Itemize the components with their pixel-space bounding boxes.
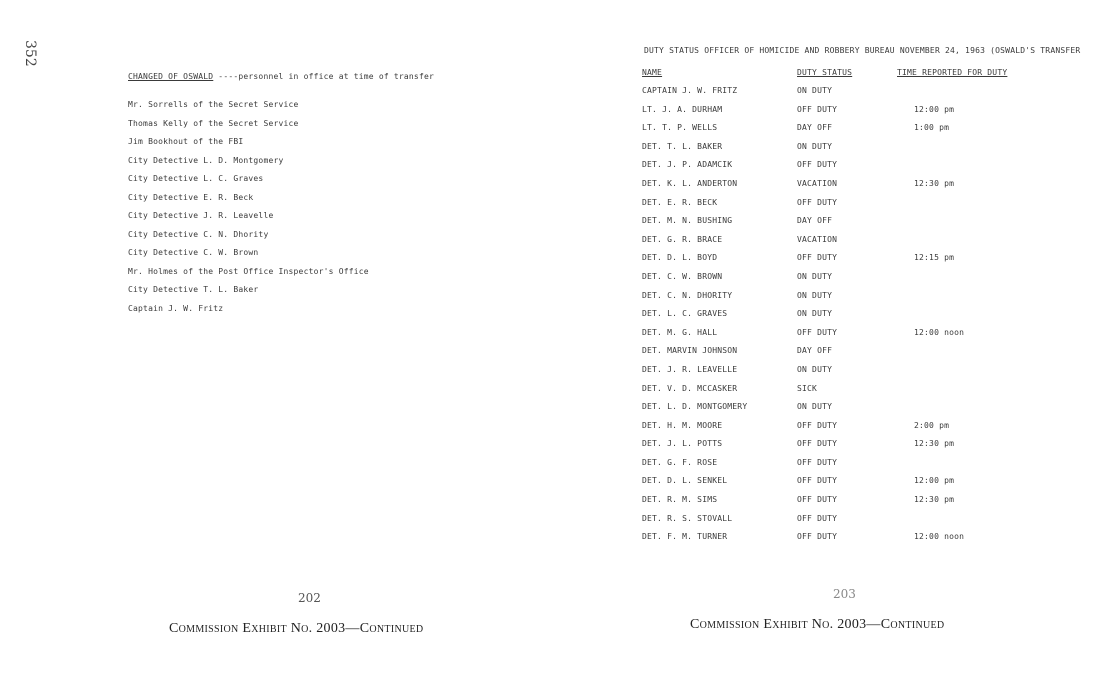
time-reported: 12:30 pm: [914, 439, 955, 449]
header-duty-status: DUTY STATUS: [797, 68, 853, 77]
duty-status: OFF DUTY: [797, 253, 838, 263]
duty-status: DAY OFF: [797, 346, 833, 356]
duty-status: OFF DUTY: [797, 327, 838, 337]
right-page-number: 203: [833, 587, 856, 601]
officer-name: DET. E. R. BECK: [642, 197, 718, 207]
duty-status: SICK: [797, 383, 818, 393]
duty-status: ON DUTY: [797, 86, 833, 95]
officer-name: DET. M. N. BUSHING: [642, 216, 733, 226]
table-row: [642, 86, 1062, 105]
duty-status: VACATION: [797, 234, 838, 244]
duty-status-table: [642, 86, 1062, 551]
duty-status: OFF DUTY: [797, 532, 838, 542]
duty-status: OFF DUTY: [797, 104, 838, 114]
table-row: [642, 253, 1062, 272]
table-row: [642, 365, 1062, 384]
time-reported: 12:30 pm: [914, 178, 955, 188]
personnel-list-item: City Detective L. D. Montgomery: [128, 155, 284, 165]
margin-page-number: 352: [22, 40, 38, 67]
table-row: [642, 421, 1062, 440]
officer-name: DET. R. M. SIMS: [642, 495, 718, 505]
officer-name: DET. T. L. BAKER: [642, 141, 723, 151]
personnel-list-item: City Detective C. N. Dhority: [128, 229, 269, 239]
duty-status: OFF DUTY: [797, 513, 838, 523]
personnel-list: [128, 100, 369, 322]
duty-status: OFF DUTY: [797, 160, 838, 170]
officer-name: DET. K. L. ANDERTON: [642, 178, 738, 188]
duty-status: OFF DUTY: [797, 476, 838, 486]
personnel-list-item: City Detective E. R. Beck: [128, 192, 254, 202]
officer-name: DET. M. G. HALL: [642, 327, 718, 337]
table-row: [642, 123, 1062, 142]
personnel-list-item: Thomas Kelly of the Secret Service: [128, 118, 299, 128]
duty-status: DAY OFF: [797, 216, 833, 226]
table-row: [642, 476, 1062, 495]
duty-status: ON DUTY: [797, 402, 833, 412]
time-reported: 12:00 pm: [914, 476, 955, 486]
officer-name: DET. L. D. MONTGOMERY: [642, 402, 748, 412]
table-row: [642, 272, 1062, 291]
officer-name: DET. D. L. SENKEL: [642, 476, 728, 486]
table-row: [642, 328, 1062, 347]
officer-name: DET. J. P. ADAMCIK: [642, 160, 733, 170]
officer-name: DET. J. L. POTTS: [642, 439, 723, 449]
right-page: [547, 0, 1094, 691]
table-row: [642, 235, 1062, 254]
table-row: [642, 458, 1062, 477]
personnel-list-item: Jim Bookhout of the FBI: [128, 137, 244, 146]
time-reported: 12:00 noon: [914, 532, 965, 542]
duty-status: OFF DUTY: [797, 439, 838, 449]
duty-status: ON DUTY: [797, 364, 833, 374]
table-row: [642, 179, 1062, 198]
duty-status: ON DUTY: [797, 141, 833, 151]
table-row: [642, 439, 1062, 458]
officer-name: DET. C. N. DHORITY: [642, 290, 733, 300]
officer-name: DET. D. L. BOYD: [642, 253, 718, 263]
time-reported: 12:15 pm: [914, 253, 955, 263]
table-row: [642, 291, 1062, 310]
duty-status: ON DUTY: [797, 290, 833, 300]
duty-status: OFF DUTY: [797, 457, 838, 467]
duty-status: DAY OFF: [797, 123, 833, 133]
personnel-heading-underlined: CHANGED OF OSWALD: [128, 72, 214, 81]
officer-name: DET. F. M. TURNER: [642, 532, 728, 542]
time-reported: 2:00 pm: [914, 420, 950, 430]
table-row: [642, 198, 1062, 217]
right-exhibit-caption: Commission Exhibit No. 2003—Continued: [690, 617, 945, 632]
time-reported: 1:00 pm: [914, 123, 950, 133]
officer-name: DET. R. S. STOVALL: [642, 513, 733, 523]
personnel-list-item: Mr. Holmes of the Post Office Inspector's Office: [128, 266, 369, 276]
table-row: [642, 532, 1062, 551]
time-reported: 12:00 pm: [914, 104, 955, 114]
duty-status: OFF DUTY: [797, 495, 838, 505]
duty-status: ON DUTY: [797, 271, 833, 281]
officer-name: DET. G. R. BRACE: [642, 234, 723, 244]
personnel-list-item: Captain J. W. Fritz: [128, 303, 224, 313]
personnel-heading-rest: ----personnel in office at time of transfer: [213, 72, 435, 81]
table-row: [642, 402, 1062, 421]
officer-name: LT. T. P. WELLS: [642, 123, 718, 133]
officer-name: CAPTAIN J. W. FRITZ: [642, 86, 738, 95]
table-row: [642, 495, 1062, 514]
duty-status-title: DUTY STATUS OFFICER OF HOMICIDE AND ROBBERY BUREAU NOVEMBER 24, 1963 (OSWALD'S TRANSFER: [644, 46, 1081, 55]
officer-name: DET. C. W. BROWN: [642, 271, 723, 281]
table-row: [642, 216, 1062, 235]
duty-status: VACATION: [797, 178, 838, 188]
officer-name: DET. G. F. ROSE: [642, 457, 718, 467]
left-exhibit-caption: Commission Exhibit No. 2003—Continued: [169, 621, 424, 636]
table-row: [642, 514, 1062, 533]
duty-status: OFF DUTY: [797, 197, 838, 207]
time-reported: 12:00 noon: [914, 327, 965, 337]
table-row: [642, 346, 1062, 365]
officer-name: DET. L. C. GRAVES: [642, 309, 728, 319]
table-row: [642, 142, 1062, 161]
table-row: [642, 105, 1062, 124]
officer-name: DET. H. M. MOORE: [642, 420, 723, 430]
header-name: NAME: [642, 68, 663, 77]
personnel-list-item: City Detective T. L. Baker: [128, 285, 259, 294]
table-row: [642, 160, 1062, 179]
officer-name: LT. J. A. DURHAM: [642, 104, 723, 114]
personnel-list-item: City Detective L. C. Graves: [128, 174, 264, 183]
table-row: [642, 309, 1062, 328]
officer-name: DET. MARVIN JOHNSON: [642, 346, 738, 356]
personnel-heading: [128, 72, 434, 81]
left-page-number: 202: [298, 591, 321, 605]
personnel-list-item: Mr. Sorrells of the Secret Service: [128, 100, 299, 109]
time-reported: 12:30 pm: [914, 495, 955, 505]
personnel-list-item: City Detective C. W. Brown: [128, 248, 259, 257]
table-row: [642, 384, 1062, 403]
officer-name: DET. J. R. LEAVELLE: [642, 364, 738, 374]
duty-status: ON DUTY: [797, 309, 833, 319]
header-time-reported: TIME REPORTED FOR DUTY: [897, 68, 1008, 77]
personnel-list-item: City Detective J. R. Leavelle: [128, 211, 274, 220]
officer-name: DET. V. D. MCCASKER: [642, 383, 738, 393]
duty-status: OFF DUTY: [797, 420, 838, 430]
